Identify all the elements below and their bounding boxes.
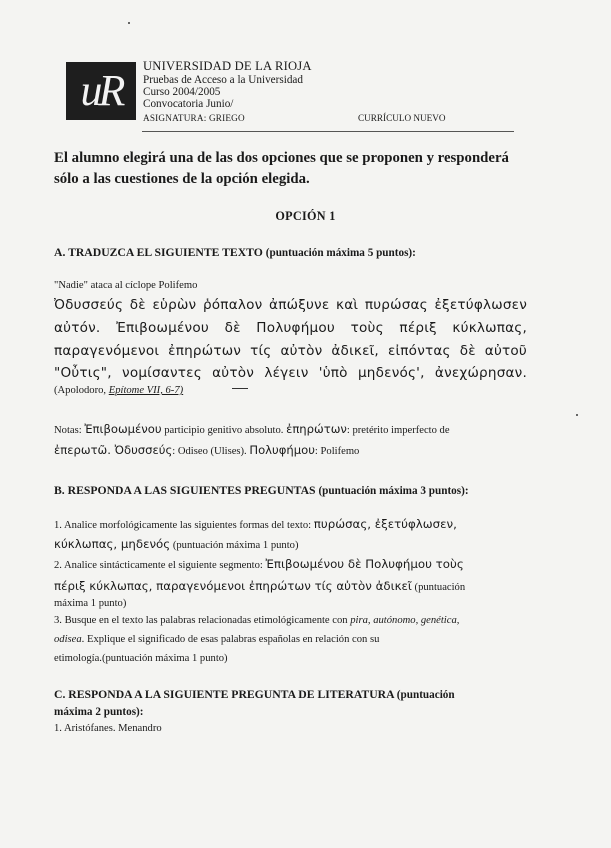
intro-line-1: El alumno elegirá una de las dos opciones que se proponen y responderá [54,150,509,166]
course-year: Curso 2004/2005 [143,86,221,98]
notes-line-1 [54,422,450,436]
scan-speck [576,414,578,416]
note-greek-2: ἐπηρώτων [286,422,347,436]
q3-text: 3. Busque en el texto las palabras relacionadas etimológicamente con [54,615,351,626]
q1-greek: πυρώσας, ἐξετύφλωσεν, [313,517,457,531]
q1-greek-2: κύκλωπας, μηδενός [54,537,171,551]
text-title: "Nadie" ataca al cíclope Polifemo [54,280,198,291]
greek-line-4: "Οὖτις", νομίσαντες αὐτὸν λέγειν 'ὑπὸ μηδενός', ἀνεχώρησαν. [54,365,527,381]
q3-word-last: odisea [54,634,82,645]
source-citation [54,385,183,396]
section-a-title: A. TRADUZCA EL SIGUIENTE TEXTO [54,246,263,259]
convocation: Convocatoria Junio/ [143,98,234,110]
section-a-score: (puntuación máxima 5 puntos): [265,247,416,259]
notes-line-2 [54,443,359,457]
note-text-2: : pretérito imperfecto de [346,425,450,436]
question-3-line-2 [54,634,527,645]
exam-type: Pruebas de Acceso a la Universidad [143,74,303,86]
section-c-score: (puntuación [396,689,455,701]
section-b-heading [54,484,469,497]
question-2-line-2 [54,579,527,593]
literature-item: 1. Aristófanes. Menandro [54,723,162,734]
q2-text: 2. Analice sintácticamente el siguiente segmento: [54,560,266,571]
section-b-title: B. RESPONDA A LAS SIGUIENTES PREGUNTAS [54,484,316,497]
note-text-4: : Odiseo (Ulises). [172,446,250,457]
question-2-line-3: máxima 1 punto) [54,598,127,609]
question-3-line-3: etimología.(puntuación máxima 1 punto) [54,653,228,664]
note-text-1: participio genitivo absoluto. [161,425,287,436]
note-text-5: : Polifemo [314,446,360,457]
question-3-line-1 [54,615,527,626]
source-work: Epítome VII, 6-7) [108,385,184,396]
section-a-heading [54,246,416,259]
question-1-line-2 [54,537,527,551]
question-1-line-1 [54,517,527,531]
subject-label: ASIGNATURA: GRIEGO [143,113,245,123]
q2-greek-2: πέριξ κύκλωπας, παραγενόμενοι ἐπηρώτων τίς αὐτὸν ἀδικεῖ [54,579,412,593]
greek-line-2: αὐτόν. Ἐπιβοωμένου δὲ Πολυφήμου τοὺς πέριξ κύκλωπας, [54,320,527,336]
section-c-score-line-2 [54,705,144,718]
note-greek-4: Ὀδυσσεύς [110,443,173,457]
header-divider [142,131,514,132]
section-b-score: (puntuación máxima 3 puntos): [318,485,469,497]
university-logo: uR [66,62,136,120]
section-c-score-2: máxima 2 puntos): [54,706,144,718]
intro-line-2: sólo a las cuestiones de la opción elegida. [54,171,310,187]
notes-label: Notas: [54,425,85,436]
q1-text: 1. Analice morfológicamente las siguientes formas del texto: [54,520,314,531]
q2-greek: Ἐπιβοωμένου δὲ Πολυφήμου τοὺς [265,557,464,571]
scan-speck [128,22,130,24]
source-prefix: (Apolodoro, [54,385,109,396]
q3-words: pira, autónomo, genética, [350,615,460,626]
note-greek-5: Πολυφήμου [249,443,315,457]
stray-dash [232,388,248,389]
option-title: OPCIÓN 1 [275,209,336,223]
section-c-heading [54,688,455,701]
section-c-title: C. RESPONDA A LA SIGUIENTE PREGUNTA DE LITERATURA [54,688,394,701]
university-name: UNIVERSIDAD DE LA RIOJA [143,59,312,73]
greek-line-1: Ὀδυσσεύς δὲ εὑρὼν ῥόπαλον ἀπώξυνε καὶ πυρώσας ἐξετύφλωσεν [54,297,527,313]
q3-text-2: . Explique el significado de esas palabras españolas en relación con su [81,634,380,645]
question-2-line-1 [54,557,527,571]
q2-score: (puntuación [411,582,466,593]
q1-score: (puntuación máxima 1 punto) [170,540,299,551]
note-greek-1: Ἐπιβοωμένου [84,422,162,436]
note-greek-3: ἐπερωτῶ. [54,443,111,457]
greek-line-3: παραγενόμενοι ἐπηρώτων τίς αὐτὸν ἀδικεῖ, εἰπόντας δὲ αὐτοῦ [54,343,527,359]
curriculum-label: CURRÍCULO NUEVO [358,113,446,123]
